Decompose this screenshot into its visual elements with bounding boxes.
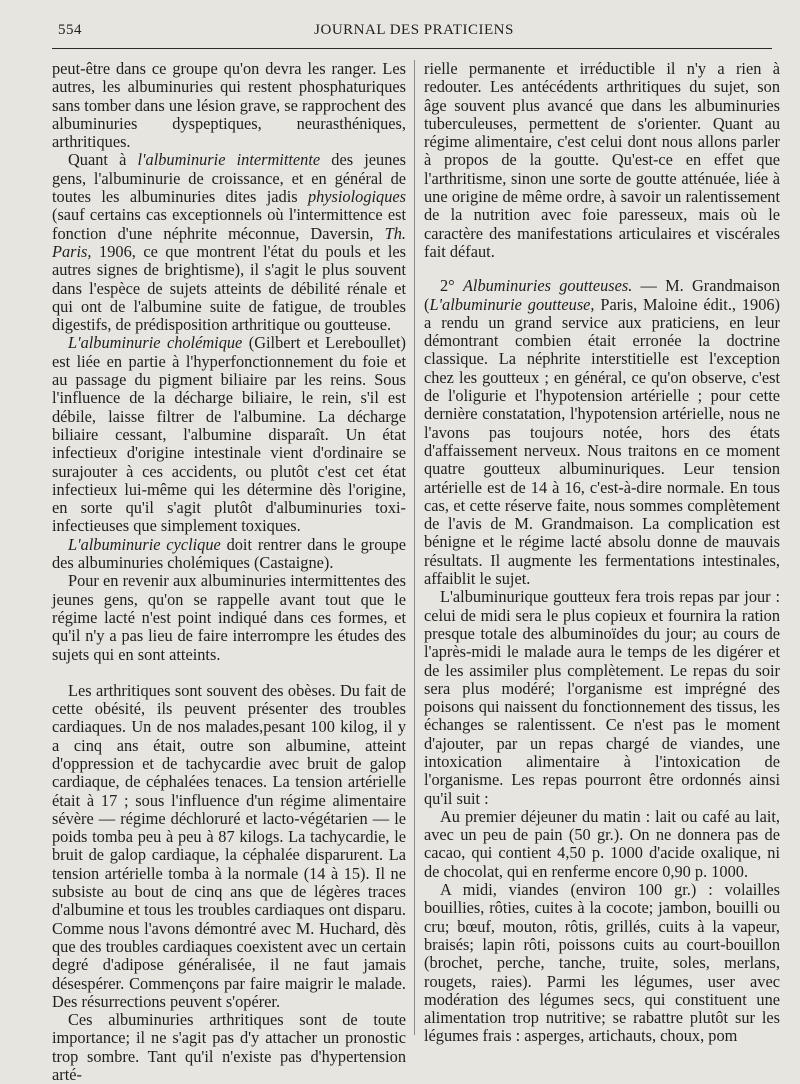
- paragraph: Pour en revenir aux albuminuries intermittentes des jeunes gens, qu'on se rappelle avant tout que le régime lacté n'est point indiqué dans ces formes, et qu'il n'y a pas lieu de faire interrompre les études des sujets qui en sont atteints.: [52, 571, 406, 664]
- left-column: [52, 60, 406, 1084]
- paragraph: A midi, viandes (environ 100 gr.) : volailles bouillies, rôties, cuites à la cocote; jambon, bouilli ou cru; bœuf, mouton, rôtis, grillés, cuits à la vapeur, braisés; lapin rôti, poissons cuits au court-bouillon (brochet, perche, tanche, truite, soles, merlans, rougets, raies). Parmi les légumes, user avec modération des légumes secs, qui constituent une alimentation trop nutritive; se rabattre plutôt sur les légumes frais : asperges, artichauts, choux, pom: [424, 880, 780, 1046]
- header-rule: [52, 48, 772, 49]
- right-column: [424, 60, 780, 1046]
- paragraph: peut-être dans ce groupe qu'on devra les ranger. Les autres, les albuminuries qui restent phosphaturiques sans tomber dans une lésion grave, se rapprochent des albuminuries dyspeptiques, neurasthéniques, arthritiques.: [52, 59, 406, 152]
- paragraph: L'albuminurie cyclique doit rentrer dans le groupe des albuminuries cholémiques (Castaigne).: [52, 534, 407, 573]
- paragraph: L'albuminurique goutteux fera trois repas par jour : celui de midi sera le plus copieux et fournira la ration presque totale des albuminoïdes du jour; au cours de l'après-midi le malade aura le temps de les digérer et de les assimiler plus complètement. Le repas du soir sera plus modéré; l'organisme est imprégné des poisons qui naissent du fonctionnement des tissus, les échanges se ralentissent. Ce n'est pas le moment d'ajouter, par un repas chargé de viandes, une intoxication alimentaire à l'intoxication de l'organisme. Les repas pourront être ordonnés ainsi qu'il suit :: [424, 587, 780, 808]
- paragraph: rielle permanente et irréductible il n'y a rien à redouter. Les antécédents arthritiques du sujet, son âge souvent plus avancé que dans les albuminuries tuberculeuses, permettent de s'orienter. Quant au régime alimentaire, c'est celui dont nous allons parler à propos de la goutte. Qu'est-ce en effet que l'arthritisme, sinon une sorte de goutte atténuée, liée à une origine de même ordre, à savoir un ralentissement de la nutrition avec foie paresseux, mais où le caractère des manifestations articulaires et viscérales fait défaut.: [424, 59, 780, 261]
- page-header: [58, 22, 770, 44]
- paragraph: Quant à l'albuminurie intermittente des jeunes gens, l'albuminurie de croissance, et en général de toutes les albuminuries dites jadis physiologiques (sauf certains cas exceptionnels où l'intermittence est fonction d'une néphrite méconnue, Daversin, Th. Paris, 1906, ce que montrent l'état du pouls et les autres signes de brightisme), il s'agit le plus souvent dans l'espèce de sujets atteints de débilité rénale et qui ont de l'albumine suite de fatigue, de troubles digestifs, de prédisposition arthritique ou goutteuse.: [52, 150, 406, 335]
- paragraph: L'albuminurie cholémique (Gilbert et Lereboullet) est liée en partie à l'hyperfonctionnement du foie et au passage du pigment biliaire par les reins. Sous l'influence de la décharge biliaire, le rein, s'il est débile, laisse filtrer de l'albumine. La décharge biliaire cessant, l'albumine disparaît. Un état infectieux d'origine intestinale vient d'ordinaire se surajouter à ces accidents, ou plutôt c'est cet état infectieux lui-même qui les détermine dès l'origine, en sorte qu'il s'agit plutôt d'albuminuries toxi-infectieuses que simplement toxiques.: [52, 333, 407, 536]
- journal-title: JOURNAL DES PRATICIENS: [314, 22, 514, 38]
- paragraph: Les arthritiques sont souvent des obèses. Du fait de cette obésité, ils peuvent présenter des troubles cardiaques. Un de nos malades,pesant 100 kilog, il y a cinq ans était, outre son albumine, atteint d'oppression et de tachycardie avec bruit de galop cardiaque, de céphalées tenaces. La tension artérielle était à 17 ; sous l'influence d'un régime alimentaire sévère — régime déchloruré et lacto-végétarien — le poids tomba peu à peu à 87 kilogs. La tachycardie, le bruit de galop cardiaque, la céphalée disparurent. La tension artérielle tomba à la normale (14 à 15). Il ne subsiste au bout de cinq ans que de légères traces d'albumine et tous les troubles cardiaques ont disparu. Comme nous l'avons démontré avec M. Huchard, dès que des troubles cardiaques coexistent avec un certain degré d'adipose généralisée, il ne faut jamais désespérer. Commençons par faire maigrir le malade. Des résurrections peuvent s'opérer.: [52, 680, 406, 1011]
- column-divider: [414, 60, 415, 1035]
- paragraph: Au premier déjeuner du matin : lait ou café au lait, avec un peu de pain (50 gr.). On ne donnera pas de cacao, qui contient 4,50 p. 1000 d'acide oxalique, ni de chocolat, qui en renferme encore 0,90 p. 1000.: [424, 806, 780, 881]
- paragraph: Ces albuminuries arthritiques sont de toute importance; il ne s'agit pas d'y attacher un pronostic trop sombre. Tant qu'il n'existe pas d'hypertension arté-: [52, 1010, 406, 1084]
- page-number: 554: [58, 22, 82, 38]
- paragraph: 2° Albuminuries goutteuses. — M. Grandmaison (L'albuminurie goutteuse, Paris, Maloine édit., 1906) a rendu un grand service aux praticiens, en leur démontrant combien était erronée la doctrine classique. La néphrite interstitielle est l'exception chez les goutteux ; en général, ce qu'on observe, c'est de l'oligurie et l'hypotension artérielle ; pour cette dernière constatation, l'hypotension artérielle, nous ne l'avons pas toujours notée, hors des états d'affaissement nerveux. Nous traitons en ce moment quatre goutteux albuminuriques. Leur tension artérielle est de 14 à 16, c'est-à-dire normale. En tous cas, et cette réserve faite, nous sommes complètement de l'avis de M. Grandmaison. La complication est bénigne et le régime lacté absolu donne de mauvais résultats. Il augmente les fermentations intestinales, affaiblit le sujet.: [424, 276, 781, 589]
